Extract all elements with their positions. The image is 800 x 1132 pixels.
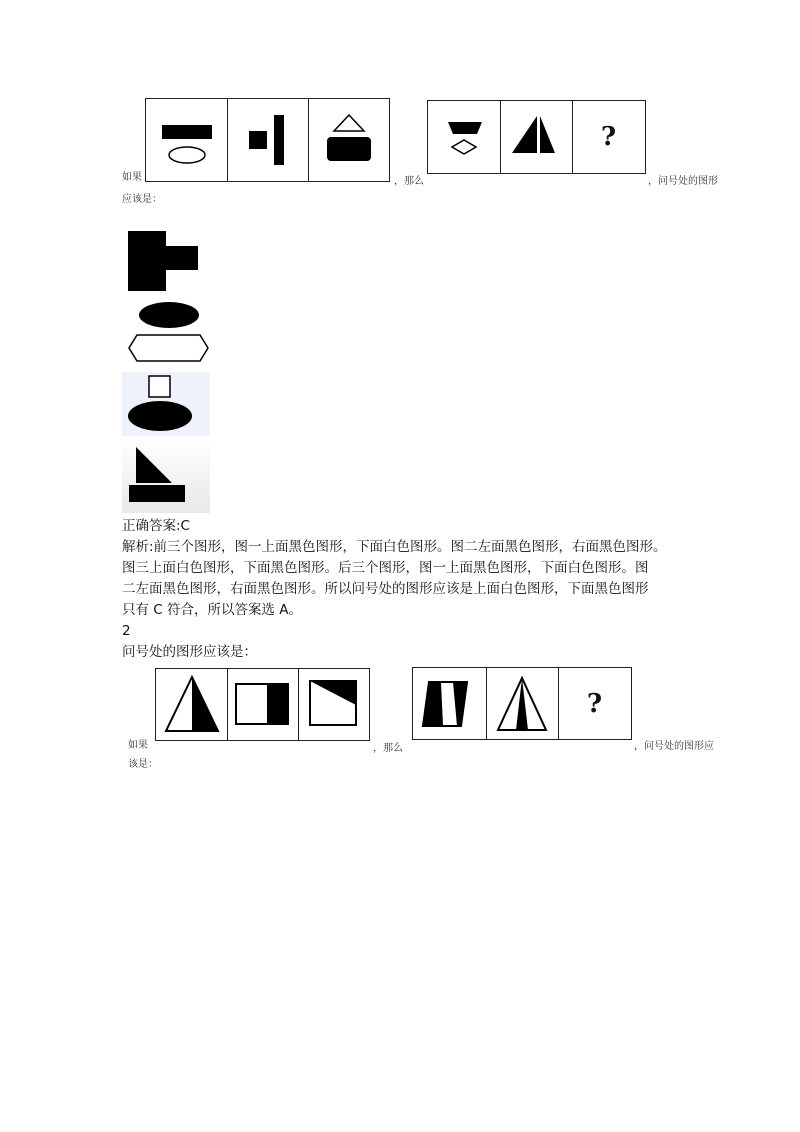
explanation-line-3: 二左面黑色图形，右面黑色图形。所以问号处的图形应该是上面白色图形，下面黑色图形 — [122, 581, 649, 597]
explanation-line-4: 只有 C 符合，所以答案选 A。 — [122, 602, 303, 618]
q1-right-panel — [427, 100, 646, 174]
q1-question-cell — [572, 101, 645, 173]
question-prompt: 问号处的图形应该是： — [122, 644, 257, 660]
q2-left-cell-1 — [156, 669, 228, 740]
q1-if-label: 如果 — [122, 172, 142, 183]
q2-then-label: ，那么 — [373, 743, 403, 754]
q2-question-label: ，问号处的图形应 — [634, 741, 714, 752]
split-triangle-icon — [500, 101, 572, 173]
q2-right-cell-2 — [486, 668, 559, 739]
explanation-line-1: 解析:前三个图形，图一上面黑色图形，下面白色图形。图二左面黑色图形，右面黑色图形。 — [122, 539, 667, 555]
rect-over-ellipse-icon — [146, 99, 227, 181]
corner-black-square-icon — [298, 669, 369, 740]
option-b-image[interactable] — [122, 298, 214, 368]
q1-right-cell-1 — [428, 101, 501, 173]
q2-right-cell-1 — [413, 668, 487, 739]
question-mark: ? — [586, 688, 603, 719]
question-number: 2 — [122, 623, 131, 639]
trapezoid-over-diamond-icon — [428, 101, 500, 173]
correct-answer: 正确答案:C — [122, 518, 190, 534]
option-a-image[interactable] — [122, 226, 212, 296]
option-d-image[interactable] — [122, 437, 210, 513]
q1-should-be-label: 应该是： — [122, 194, 162, 205]
q2-left-panel — [155, 668, 370, 741]
q2-question-cell — [558, 668, 631, 739]
q2-left-cell-2 — [227, 669, 299, 740]
q1-left-cell-2 — [227, 99, 309, 181]
q2-if-label: 如果 — [128, 740, 148, 751]
q2-right-panel — [412, 667, 632, 740]
q1-then-label: ，那么 — [394, 176, 424, 187]
striped-triangle-icon — [486, 668, 558, 739]
slanted-parallelogram-icon — [413, 668, 486, 739]
q2-should-be-label: 该是： — [128, 759, 158, 770]
square-and-bar-icon — [227, 99, 308, 181]
explanation-line-2: 图三上面白色图形，下面黑色图形。后三个图形，图一上面黑色图形，下面白色图形。图 — [122, 560, 649, 576]
q1-right-cell-2 — [500, 101, 573, 173]
option-c-image[interactable] — [122, 372, 210, 436]
triangle-over-rounded-rect-icon — [308, 99, 389, 181]
question-mark: ? — [600, 122, 617, 152]
q1-left-panel — [145, 98, 390, 182]
half-black-square-icon — [227, 669, 298, 740]
answer-block — [122, 516, 722, 663]
q1-left-cell-3 — [308, 99, 389, 181]
q2-left-cell-3 — [298, 669, 369, 740]
q1-question-label: ，问号处的图形 — [648, 176, 718, 187]
q1-left-cell-1 — [146, 99, 228, 181]
half-black-triangle-icon — [156, 669, 227, 740]
